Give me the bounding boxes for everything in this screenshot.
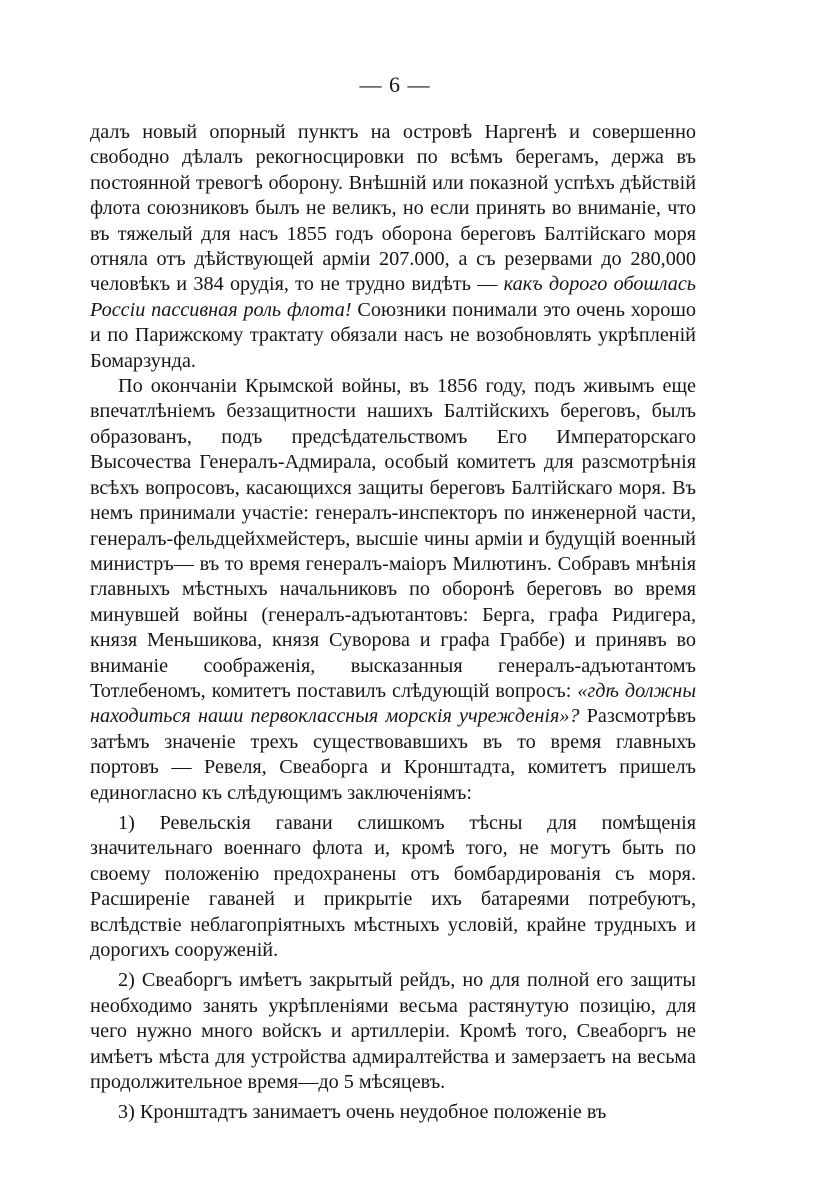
italic-emphasis: какъ дорого обошлась Россіи пассивная роль флота! <box>90 273 696 321</box>
numbered-paragraph: 1) Ревельскія гавани слишкомъ тѣсны для помѣщенія значительнаго военнаго флота и, кромѣ того, не могутъ быть по своему положенію предохранены отъ бомбардированія съ моря. Расширеніе гаваней и прикрытіе ихъ батареями потребуютъ, вслѣдствіе неблагопріятныхъ мѣстныхъ условій, крайне трудныхъ и дорогихъ сооруженій. <box>90 811 696 961</box>
italic-emphasis: «гдѣ должны находиться наши первоклассныя морскія учрежденія»? <box>90 679 696 728</box>
paragraph <box>90 374 696 806</box>
paragraph-text: далъ новый опорный пунктъ на островѣ Наргенѣ и совершенно свободно дѣлалъ рекогносцировки по всѣмъ берегамъ, держа въ постоянной тревогѣ оборону. Внѣшній или показной успѣхъ дѣйствій флота союзниковъ былъ не великъ, но если принять во вниманіе, что въ тяжелый для насъ 1855 годъ оборона береговъ Балтійскаго моря отняла отъ дѣйствующей арміи 207.000, а съ резервами до 280,000 человѣкъ и 384 орудія, то не трудно видѣть — <box>90 121 696 296</box>
numbered-paragraph: 2) Свеаборгъ имѣетъ закрытый рейдъ, но для полной его защиты необходимо занять укрѣпленіями весьма растянутую позицію, для чего нужно много войскъ и артиллеріи. Кромѣ того, Свеаборгъ не имѣетъ мѣста для устройства адмиралтейства и замерзаетъ на весьма продолжительное время—до 5 мѣсяцевъ. <box>90 969 696 1094</box>
paragraph-text: Разсмотрѣвъ затѣмъ значеніе трехъ существовавшихъ въ то время главныхъ портовъ — Ревеля, Свеаборга и Кронштадта, комитетъ пришелъ единогласно къ слѣдующимъ заключеніямъ: <box>90 705 696 804</box>
paragraph-text: По окончаніи Крымской войны, въ 1856 году, подъ живымъ еще впечатлѣніемъ беззащитности нашихъ Балтійскихъ береговъ, былъ образованъ, подъ предсѣдательствомъ Его Императорскаго Высочества Генералъ-Адмирала, особый комитетъ для разсмотрѣнія всѣхъ вопросовъ, касающихся защиты береговъ Балтійскаго моря. Въ немъ принимали участіе: генералъ-инспекторъ по инженерной части, генералъ-фельдцейхмейстеръ, высшіе чины арміи и будущій военный министръ— въ то время генералъ-маіоръ Милютинъ. Собравъ мнѣнія главныхъ мѣстныхъ начальниковъ по оборонѣ береговъ во время минувшей войны (генералъ-адъютантовъ: Берга, графа Ридигера, князя Меньшикова, князя Суворова и графа Граббе) и принявъ во вниманіе соображенія, высказанныя генералъ-адъютантомъ Тотлебеномъ, комитетъ поставилъ слѣдующій вопросъ: <box>90 375 696 702</box>
numbered-paragraph: 3) Кронштадтъ занимаетъ очень неудобное положеніе въ <box>118 1101 607 1124</box>
page-number: — 6 — <box>359 72 431 97</box>
body-text <box>90 120 696 1126</box>
paragraph <box>90 120 696 374</box>
paragraph-text: Союзники понимали это очень хорошо и по Парижскому трактату обязали насъ не возобновлять укрѣпленій Бомарзунда. <box>90 298 696 372</box>
